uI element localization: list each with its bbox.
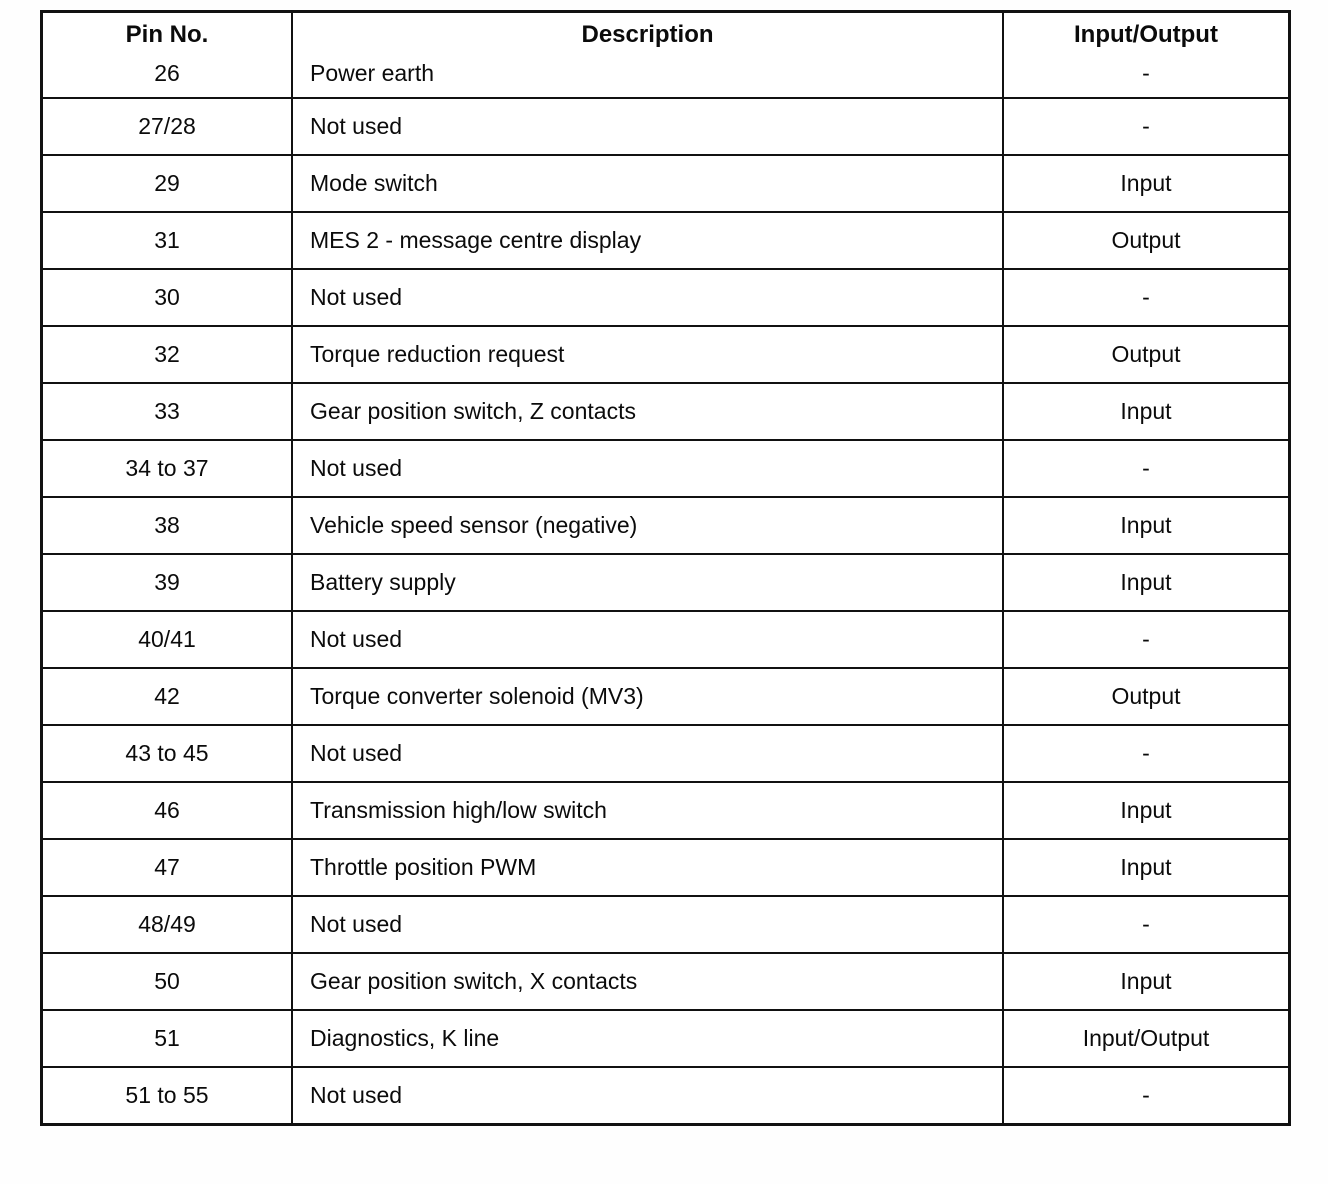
table-row	[43, 555, 1288, 612]
description-cell: Torque converter solenoid (MV3)	[293, 669, 1004, 724]
table-row	[43, 270, 1288, 327]
description-cell: Mode switch	[293, 156, 1004, 211]
description-cell: Gear position switch, Z contacts	[293, 384, 1004, 439]
pin-cell: 51 to 55	[43, 1068, 293, 1123]
pin-cell: 32	[43, 327, 293, 382]
pin-cell: 29	[43, 156, 293, 211]
table-row	[43, 669, 1288, 726]
pin-cell: 47	[43, 840, 293, 895]
io-cell: -	[1142, 910, 1150, 937]
description-cell: Power earth	[310, 60, 435, 86]
description-cell: Diagnostics, K line	[293, 1011, 1004, 1066]
description-cell: MES 2 - message centre display	[293, 213, 1004, 268]
pin-cell: 34 to 37	[43, 441, 293, 496]
pin-cell: 40/41	[43, 612, 293, 667]
table-row	[43, 612, 1288, 669]
io-cell: -	[1142, 112, 1150, 139]
pin-cell: 50	[43, 954, 293, 1009]
table-row	[43, 1068, 1288, 1123]
table-row	[43, 99, 1288, 156]
description-cell: Not used	[293, 726, 1004, 781]
io-cell: Input/Output	[1082, 1024, 1210, 1051]
description-cell: Not used	[293, 612, 1004, 667]
description-cell: Gear position switch, X contacts	[293, 954, 1004, 1009]
table-rows	[43, 99, 1288, 1123]
io-cell: -	[1142, 283, 1150, 310]
table-row	[43, 441, 1288, 498]
pin-cell: 26	[154, 60, 180, 86]
description-cell: Battery supply	[293, 555, 1004, 610]
io-column-header: Input/Output	[1074, 21, 1218, 48]
table-row	[43, 954, 1288, 1011]
description-cell: Not used	[293, 99, 1004, 154]
description-cell: Throttle position PWM	[293, 840, 1004, 895]
description-cell: Torque reduction request	[293, 327, 1004, 382]
io-cell: -	[1142, 625, 1150, 652]
pin-cell: 38	[43, 498, 293, 553]
io-cell: Input	[1120, 511, 1172, 538]
header-description-column	[293, 13, 1004, 97]
table-row	[43, 498, 1288, 555]
table-row	[43, 726, 1288, 783]
pin-cell: 46	[43, 783, 293, 838]
pin-cell: 43 to 45	[43, 726, 293, 781]
table-row	[43, 897, 1288, 954]
table-row	[43, 213, 1288, 270]
description-cell: Not used	[293, 270, 1004, 325]
pin-cell: 31	[43, 213, 293, 268]
description-cell: Vehicle speed sensor (negative)	[293, 498, 1004, 553]
io-cell: -	[1142, 739, 1150, 766]
description-cell: Not used	[293, 441, 1004, 496]
io-cell: Input	[1120, 568, 1172, 595]
table-row	[43, 1011, 1288, 1068]
io-cell: Input	[1120, 796, 1172, 823]
pin-cell: 48/49	[43, 897, 293, 952]
pin-cell: 42	[43, 669, 293, 724]
pin-cell: 27/28	[43, 99, 293, 154]
io-cell: Input	[1120, 853, 1172, 880]
io-cell: Input	[1120, 169, 1172, 196]
pin-cell: 30	[43, 270, 293, 325]
table-row	[43, 384, 1288, 441]
io-cell: Input	[1120, 397, 1172, 424]
table-row	[43, 327, 1288, 384]
table-row	[43, 783, 1288, 840]
io-cell: Output	[1111, 226, 1181, 253]
table-row	[43, 840, 1288, 897]
header-pin-column	[43, 13, 293, 97]
table-header-row	[43, 13, 1288, 99]
pin-assignment-table	[40, 10, 1291, 1126]
io-cell: -	[1142, 1081, 1150, 1108]
table-row	[43, 156, 1288, 213]
description-cell: Transmission high/low switch	[293, 783, 1004, 838]
description-cell: Not used	[293, 897, 1004, 952]
io-cell: Output	[1111, 340, 1181, 367]
io-cell: Output	[1111, 682, 1181, 709]
io-cell: -	[1142, 60, 1150, 86]
description-column-header: Description	[581, 21, 714, 48]
header-io-column	[1004, 13, 1288, 97]
pin-column-header: Pin No.	[125, 21, 209, 48]
pin-cell: 33	[43, 384, 293, 439]
description-cell: Not used	[293, 1068, 1004, 1123]
io-cell: -	[1142, 454, 1150, 481]
io-cell: Input	[1120, 967, 1172, 994]
pin-cell: 51	[43, 1011, 293, 1066]
pin-cell: 39	[43, 555, 293, 610]
